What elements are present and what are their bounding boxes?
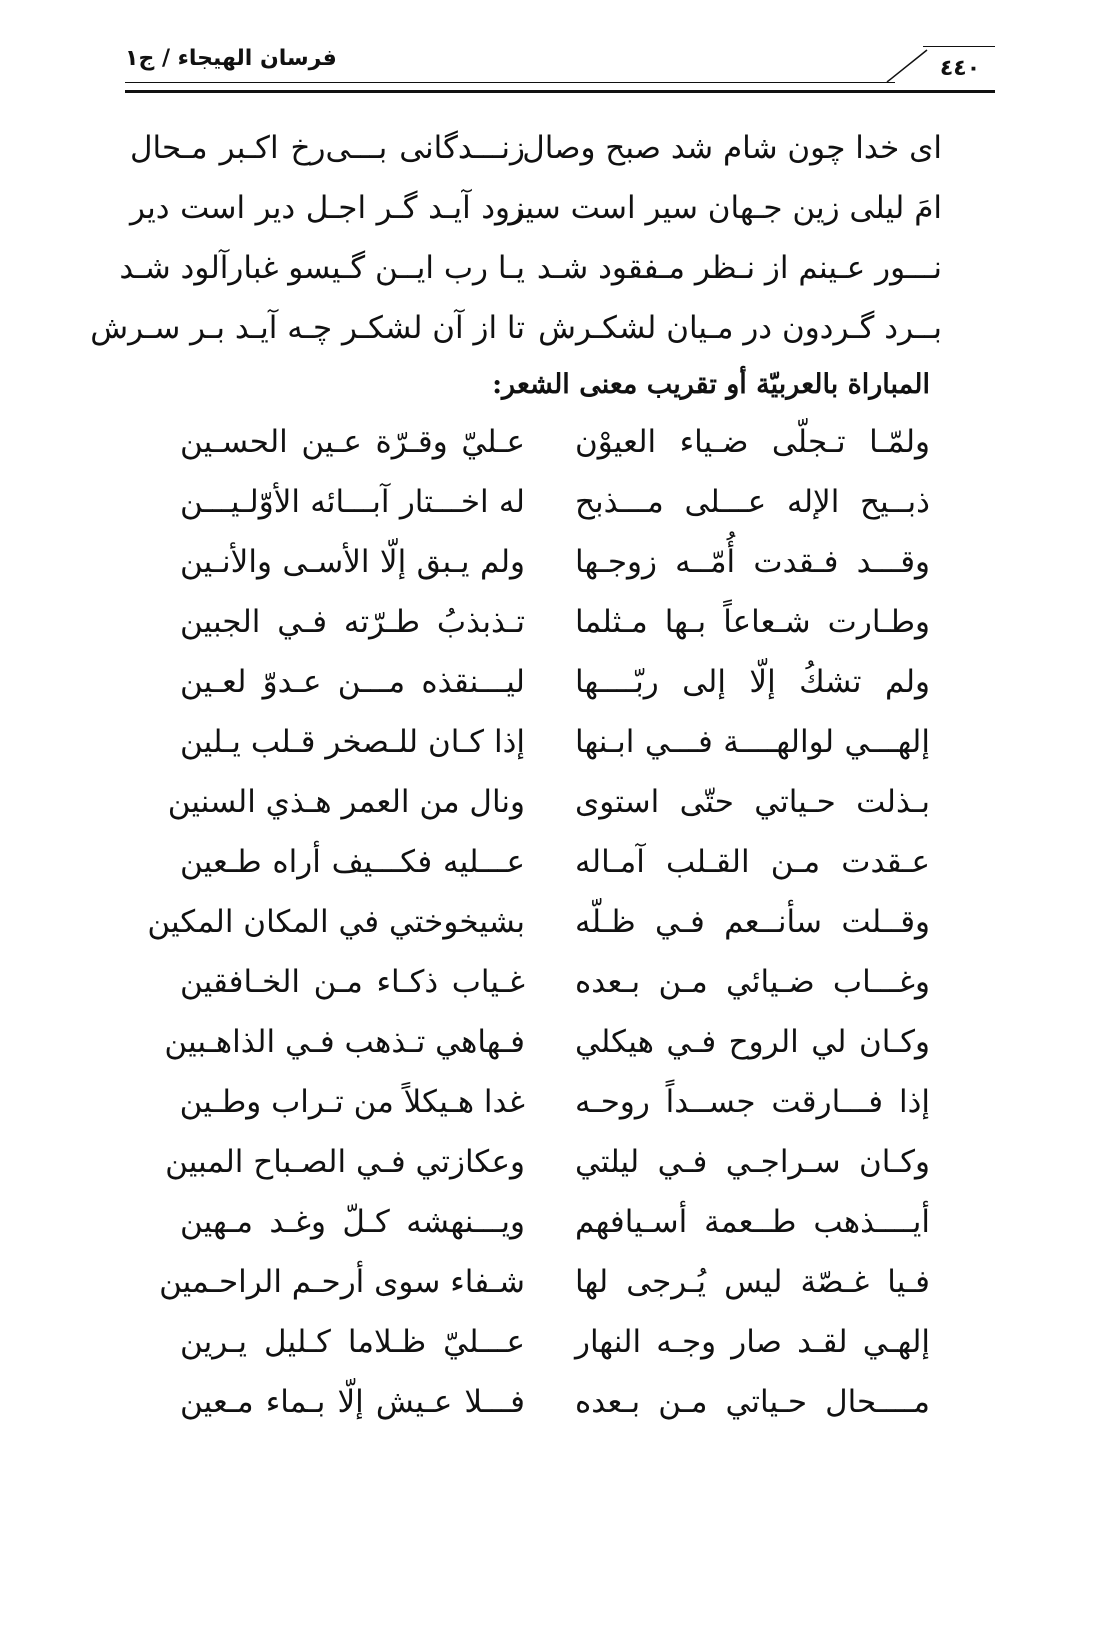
- verse-row: [0, 652, 1110, 712]
- verse-second-hemistich: غـياب ذكـاء مـن الخـافقين: [180, 964, 525, 1000]
- verse-second-hemistich: تا از آن لشكـر چـه آيـد بـر سـرش: [90, 310, 525, 346]
- verse-first-hemistich: ولم تشكُ إلّا إلى ربّــــها: [575, 664, 930, 700]
- verse-second-hemistich: وعكازتي فـي الصـباح المبين: [165, 1144, 525, 1180]
- verse-row: [0, 1312, 1110, 1372]
- verse-row: [0, 712, 1110, 772]
- verse-row: [0, 412, 1110, 472]
- verse-second-hemistich: ونال من العمر هـذي السنين: [167, 784, 525, 820]
- verse-second-hemistich: ويـــنهشه كـلّ وغـد مـهين: [180, 1204, 525, 1240]
- verse-row: [0, 532, 1110, 592]
- verse-row: [0, 1192, 1110, 1252]
- verse-first-hemistich: إذا فـــارقت جســداً روحـه: [575, 1084, 930, 1120]
- verse-second-hemistich: فـهاهي تـذهب فـي الذاهـبين: [164, 1024, 525, 1060]
- verse-row: [0, 1132, 1110, 1192]
- verse-row: [0, 952, 1110, 1012]
- verse-second-hemistich: عـــليّ ظـلاما كـليل يـرين: [180, 1324, 525, 1360]
- verse-row: [0, 892, 1110, 952]
- verse-second-hemistich: تـذبذبُ طـرّته فـي الجبين: [180, 604, 525, 640]
- verse-first-hemistich: اى خدا چون شام شد صبح وصال: [522, 130, 942, 166]
- verse-row: [0, 1072, 1110, 1132]
- verse-second-hemistich: إذا كـان للـصخر قـلب يـلين: [180, 724, 525, 760]
- verse-first-hemistich: عـقدت مـن القـلب آمـاله: [575, 844, 930, 880]
- verse-row: [0, 118, 1110, 178]
- verse-first-hemistich: امَ ليلى زين جـهان سير است سير: [508, 190, 942, 226]
- page-number: ٤٤٠: [939, 56, 981, 81]
- verse-second-hemistich: عـليّ وقـرّة عـين الحسـين: [180, 424, 525, 460]
- verse-row: [0, 1012, 1110, 1072]
- verse-row: [0, 1372, 1110, 1432]
- verse-first-hemistich: ذبــيح الإله عـــلى مـــذبح: [575, 484, 930, 520]
- verse-second-hemistich: بشيخوختي في المكان المكين: [147, 904, 525, 940]
- verse-row: [0, 472, 1110, 532]
- verse-row: [0, 1252, 1110, 1312]
- verse-row: [0, 592, 1110, 652]
- verse-first-hemistich: وقــلت سأنــعم فـي ظـلّه: [575, 904, 930, 940]
- verse-first-hemistich: نـــور عـينم از نـظر مـفقود شـد: [536, 250, 942, 286]
- verse-first-hemistich: وكـان لي الروح فـي هيكلي: [575, 1024, 930, 1060]
- verse-second-hemistich: فـــلا عـيش إلّا بـماء مـعين: [180, 1384, 525, 1420]
- verse-first-hemistich: وكـان سـراجـي فـي ليلتي: [575, 1144, 930, 1180]
- verse-first-hemistich: وغـــاب ضـيائي مـن بـعده: [575, 964, 930, 1000]
- verse-second-hemistich: شـفاء سوى أرحـم الراحـمين: [159, 1264, 525, 1300]
- verse-first-hemistich: فـيا غـصّة ليس يُـرجى لها: [575, 1264, 930, 1300]
- verse-first-hemistich: بـذلت حـياتي حتّى استوى: [575, 784, 930, 820]
- verse-row: [0, 238, 1110, 298]
- verse-second-hemistich: له اخـــتار آبـــائه الأوّلـيـــن: [180, 484, 525, 520]
- header-ornament-icon: [885, 48, 929, 84]
- verse-first-hemistich: إلهـــي لوالهــــة فـــي ابـنها: [575, 724, 930, 760]
- verse-first-hemistich: إلهـي لقـد صار وجـه النهار: [575, 1324, 930, 1360]
- page-number-tab: [923, 46, 995, 47]
- section-heading: المباراة بالعربيّة أو تقريب معنى الشعر:: [492, 369, 930, 400]
- header-rule: [125, 90, 995, 93]
- verse-row: [0, 832, 1110, 892]
- verse-row: [0, 772, 1110, 832]
- verse-second-hemistich: زنـــدگانى بـــى‌رخ اكـبر مـحال: [130, 130, 525, 166]
- page-header: [125, 38, 995, 98]
- verse-first-hemistich: بــرد گـردون در مـيان لشكـرش: [538, 310, 942, 346]
- verse-first-hemistich: وطـارت شـعاعاً بـها مـثلما: [575, 604, 930, 640]
- verse-second-hemistich: زود آيـد گـر اجـل دير است دير: [130, 190, 525, 226]
- verse-first-hemistich: أيــــذهب طــعمة أسـيافهم: [575, 1204, 930, 1240]
- verse-second-hemistich: ولم يـبق إلّا الأسـى والأنـين: [180, 544, 525, 580]
- verse-second-hemistich: يـا رب ايــن گـيسو غبارآلود شـد: [119, 250, 525, 286]
- verse-first-hemistich: ولمّـا تـجلّى ضـياء العيوْن: [575, 424, 930, 460]
- verse-row: [0, 178, 1110, 238]
- verse-second-hemistich: عـــليه فكـــيف أراه طـعين: [180, 844, 525, 880]
- verse-second-hemistich: ليـــنقذه مـــن عـدوّ لعـين: [180, 664, 525, 700]
- verse-first-hemistich: مــــحال حـياتي مـن بـعده: [575, 1384, 930, 1420]
- verse-row: [0, 298, 1110, 358]
- verse-second-hemistich: غدا هـيكلاً من تـراب وطـين: [179, 1084, 525, 1120]
- running-title: فرسان الهيجاء / ج١: [125, 46, 337, 71]
- header-rule-thin: [125, 82, 895, 83]
- verse-first-hemistich: وقـــد فـقدت أُمّــه زوجـها: [575, 544, 930, 580]
